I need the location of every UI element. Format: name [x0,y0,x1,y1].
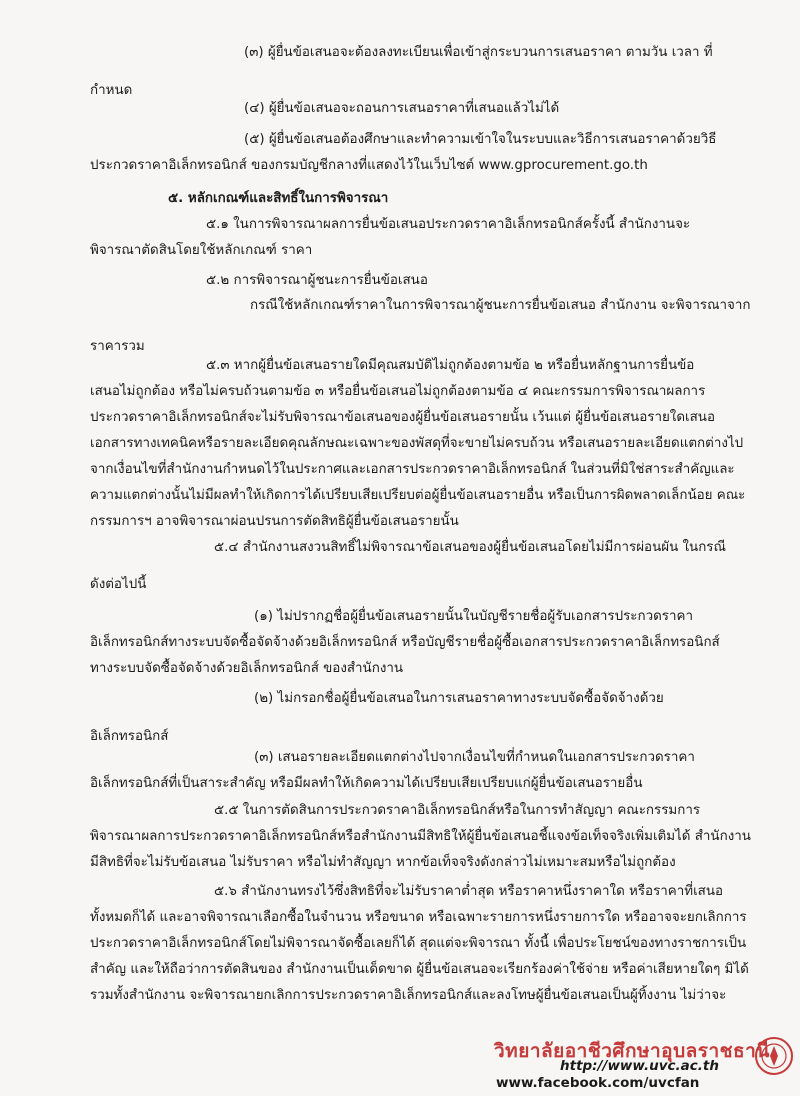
watermark-title: วิทยาลัยอาชีวศึกษาอุบลราชธานี [494,1040,770,1062]
text-line: ทั้งหมดก็ได้ และอาจพิจารณาเลือกซื้อในจำนวน หรือขนาด หรือเฉพาะรายการหนึ่งรายการใด หรืออาจจะยกเลิกการ [90,910,747,925]
text-line: (๔) ผู้ยื่นข้อเสนอจะถอนการเสนอราคาที่เสนอแล้วไม่ได้ [244,101,560,116]
text-line: มีสิทธิที่จะไม่รับข้อเสนอ ไม่รับราคา หรือไม่ทำสัญญา หากข้อเท็จจริงดังกล่าวไม่เหมาะสมหรือไม่ถูกต้อง [90,855,676,870]
text-line: ประกวดราคาอิเล็กทรอนิกส์จะไม่รับพิจารณาข้อเสนอของผู้ยื่นข้อเสนอรายนั้น เว้นแต่ ผู้ยื่นข้อเสนอรายใดเสนอ [90,410,715,425]
text-line: พิจารณาตัดสินโดยใช้หลักเกณฑ์ ราคา [90,243,313,258]
text-line: อิเล็กทรอนิกส์ [90,729,169,744]
text-line: สำคัญ และให้ถือว่าการตัดสินของ สำนักงานเป็นเด็ดขาด ผู้ยื่นข้อเสนอจะเรียกร้องค่าใช้จ่าย หรือค่าเสียหายใดๆ มิได้ [90,962,749,977]
text-line: อิเล็กทรอนิกส์ทางระบบจัดซื้อจัดจ้างด้วยอิเล็กทรอนิกส์ หรือบัญชีรายชื่อผู้ซื้อเอกสารประกวดราคาอิเล็กทรอนิกส์ [90,635,720,650]
text-line: กรรมการฯ อาจพิจารณาผ่อนปรนการตัดสิทธิผู้ยื่นข้อเสนอรายนั้น [90,514,459,529]
text-line: ประกวดราคาอิเล็กทรอนิกส์โดยไม่พิจารณาจัดซื้อเลยก็ได้ สุดแต่จะพิจารณา ทั้งนี้ เพื่อประโยชน์ของทางราชการเป็น [90,936,747,951]
text-line: ทางระบบจัดซื้อจัดจ้างด้วยอิเล็กทรอนิกส์ ของสำนักงาน [90,661,404,676]
text-line: ประกวดราคาอิเล็กทรอนิกส์ ของกรมบัญชีกลางที่แสดงไว้ในเว็บไซต์ www.gprocurement.go.th [90,158,648,173]
text-line: ราคารวม [90,339,145,354]
text-line: พิจารณาผลการประกวดราคาอิเล็กทรอนิกส์หรือสำนักงานมีสิทธิให้ผู้ยื่นข้อเสนอชี้แจงข้อเท็จจริงเพิ่มเติมได้ สำนักงาน [90,829,751,844]
text-line: ๕.๓ หากผู้ยื่นข้อเสนอรายใดมีคุณสมบัติไม่ถูกต้องตามข้อ ๒ หรือยื่นหลักฐานการยื่นข้อ [206,358,695,373]
text-line: ดังต่อไปนี้ [90,577,147,592]
text-line: (๓) เสนอรายละเอียดแตกต่างไปจากเงื่อนไขที่กำหนดในเอกสารประกวดราคา [254,750,695,765]
college-watermark [494,1036,794,1094]
text-line: เอกสารทางเทคนิคหรือรายละเอียดคุณลักษณะเฉพาะของพัสดุที่จะขายไม่ครบถ้วน หรือเสนอรายละเอียดแตกต่างไป [90,436,744,451]
text-line: ๕.๕ ในการตัดสินการประกวดราคาอิเล็กทรอนิกส์หรือในการทำสัญญา คณะกรรมการ [214,803,701,818]
text-line: จากเงื่อนไขที่สำนักงานกำหนดไว้ในประกาศและเอกสารประกวดราคาอิเล็กทรอนิกส์ ในส่วนที่มิใช่สาระสำคัญและ [90,462,735,477]
text-line: กรณีใช้หลักเกณฑ์ราคาในการพิจารณาผู้ชนะการยื่นข้อเสนอ สำนักงาน จะพิจารณาจาก [250,298,751,313]
watermark-facebook: www.facebook.com/uvcfan [496,1075,700,1091]
text-line: ความแตกต่างนั้นไม่มีผลทำให้เกิดการได้เปรียบเสียเปรียบต่อผู้ยื่นข้อเสนอรายอื่น หรือเป็นการผิดพลาดเล็กน้อย คณะ [90,488,746,503]
text-line: ๕.๑ ในการพิจารณาผลการยื่นข้อเสนอประกวดราคาอิเล็กทรอนิกส์ครั้งนี้ สำนักงานจะ [206,217,691,232]
text-line: (๕) ผู้ยื่นข้อเสนอต้องศึกษาและทำความเข้าใจในระบบและวิธีการเสนอราคาด้วยวิธี [244,132,717,147]
text-line: (๓) ผู้ยื่นข้อเสนอจะต้องลงทะเบียนเพื่อเข้าสู่กระบวนการเสนอราคา ตามวัน เวลา ที่ [244,45,713,60]
text-line: อิเล็กทรอนิกส์ที่เป็นสาระสำคัญ หรือมีผลทำให้เกิดความได้เปรียบเสียเปรียบแก่ผู้ยื่นข้อเสนอรายอื่น [90,776,643,791]
text-line: เสนอไม่ถูกต้อง หรือไม่ครบถ้วนตามข้อ ๓ หรือยื่นข้อเสนอไม่ถูกต้องตามข้อ ๔ คณะกรรมการพิจารณาผลการ [90,384,706,399]
section-heading: ๕. หลักเกณฑ์และสิทธิ์ในการพิจารณา [168,191,389,206]
text-line: กำหนด [90,83,133,98]
college-seal-icon [754,1036,794,1076]
text-line: ๕.๖ สำนักงานทรงไว้ซึ่งสิทธิที่จะไม่รับราคาต่ำสุด หรือราคาหนึ่งราคาใด หรือราคาที่เสนอ [214,884,724,899]
watermark-url: http://www.uvc.ac.th [560,1058,719,1074]
text-line: ๕.๒ การพิจารณาผู้ชนะการยื่นข้อเสนอ [206,273,428,288]
text-line: (๑) ไม่ปรากฏชื่อผู้ยื่นข้อเสนอรายนั้นในบัญชีรายชื่อผู้รับเอกสารประกวดราคา [254,609,693,624]
text-line: ๕.๔ สำนักงานสงวนสิทธิ์ไม่พิจารณาข้อเสนอของผู้ยื่นข้อเสนอโดยไม่มีการผ่อนผัน ในกรณี [214,540,726,555]
text-line: รวมทั้งสำนักงาน จะพิจารณายกเลิกการประกวดราคาอิเล็กทรอนิกส์และลงโทษผู้ยื่นข้อเสนอเป็นผู้ทิ้งงาน ไม่ว่าจะ [90,988,727,1003]
text-line: (๒) ไม่กรอกชื่อผู้ยื่นข้อเสนอในการเสนอราคาทางระบบจัดซื้อจัดจ้างด้วย [254,691,664,706]
